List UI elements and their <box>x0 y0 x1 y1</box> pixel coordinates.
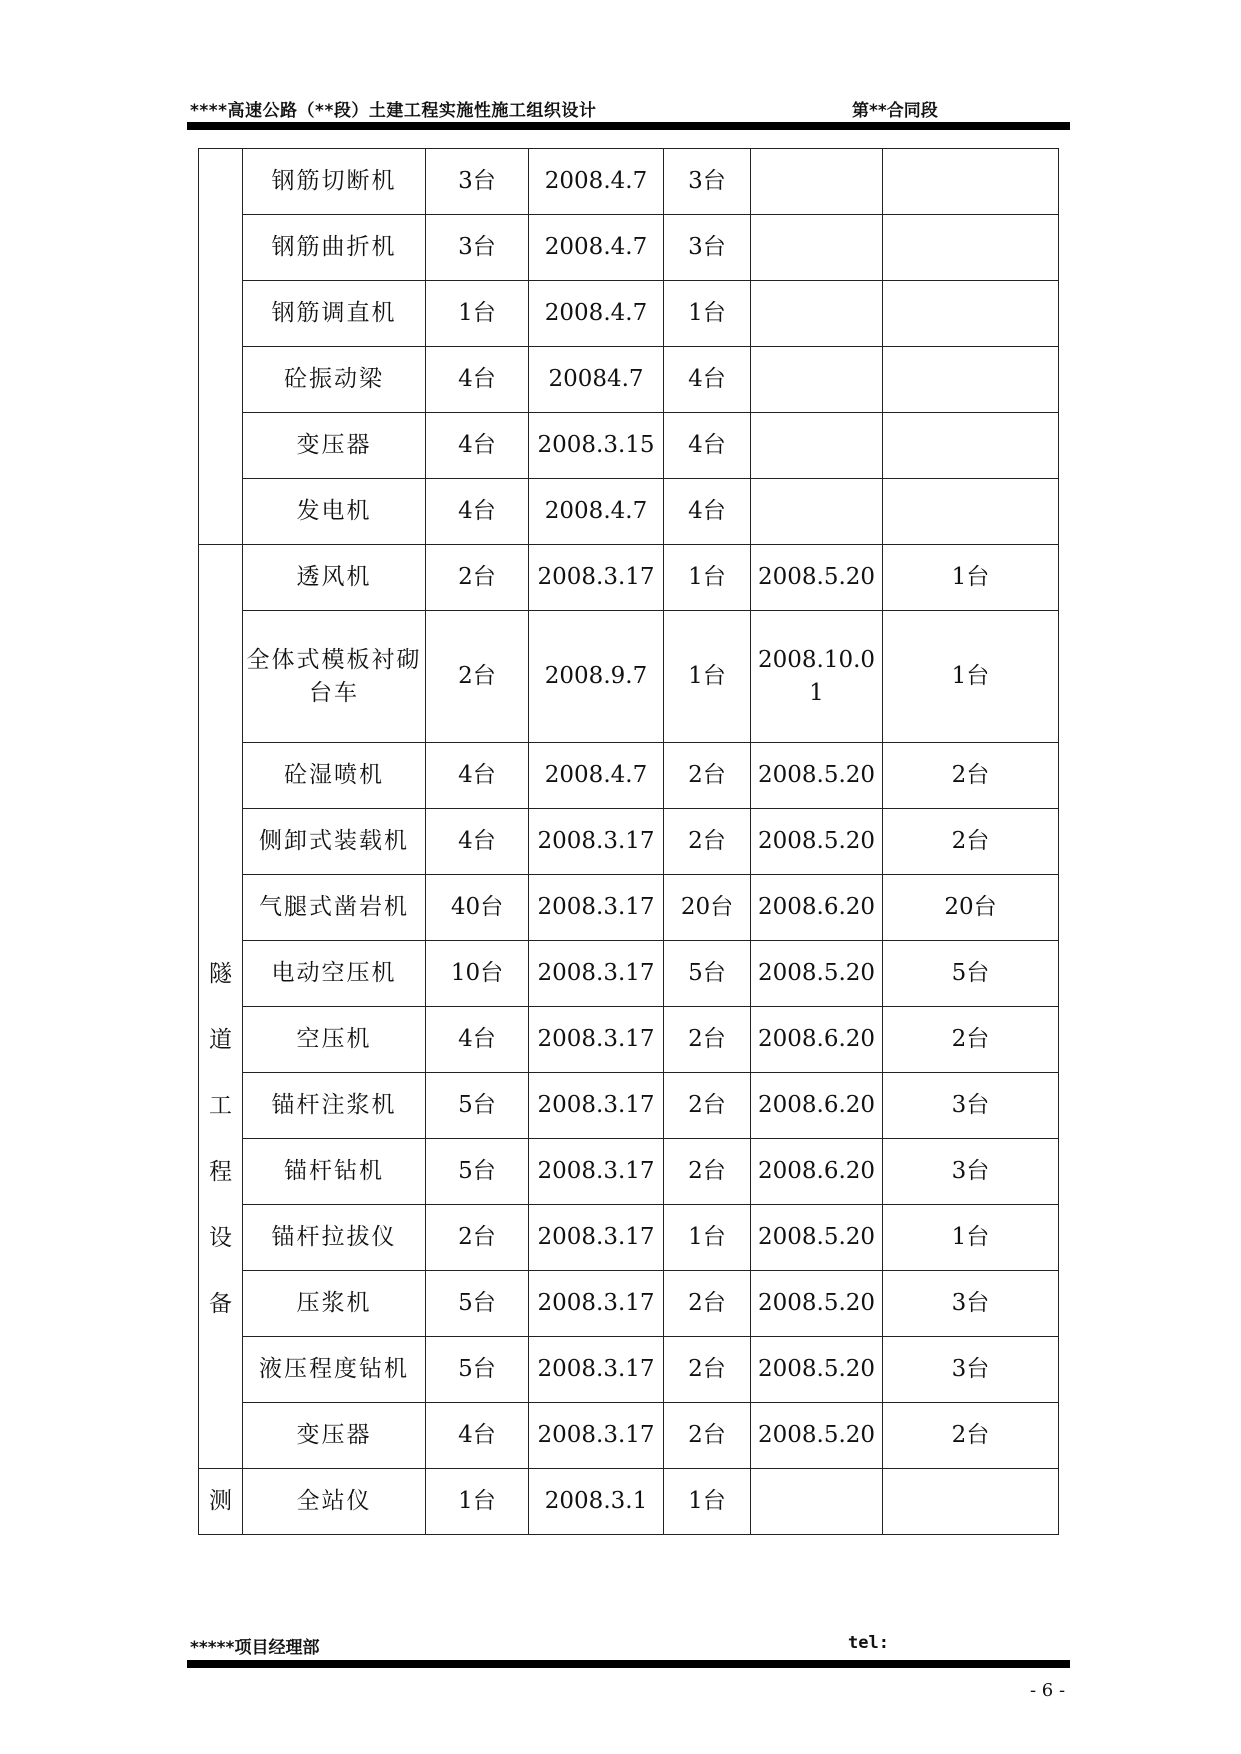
footer-department: *****项目经理部 <box>190 1638 320 1658</box>
second-entry-date: 2008.5.20 <box>751 941 883 1007</box>
table-row <box>199 413 1059 479</box>
table-row <box>199 1403 1059 1469</box>
contract-section-label: 第**合同段 <box>852 101 938 121</box>
quantity-total: 4台 <box>426 479 529 545</box>
equipment-name: 锚杆拉拔仪 <box>243 1205 426 1271</box>
second-entry-quantity: 2台 <box>883 743 1059 809</box>
group-label-text: 隧道工程设备 <box>209 960 232 1317</box>
second-entry-date <box>751 281 883 347</box>
entry-date: 20084.7 <box>529 347 664 413</box>
second-entry-date: 2008.5.20 <box>751 1403 883 1469</box>
entry-quantity: 1台 <box>664 1469 751 1535</box>
second-entry-quantity <box>883 1469 1059 1535</box>
entry-quantity: 2台 <box>664 1139 751 1205</box>
entry-quantity: 3台 <box>664 215 751 281</box>
equipment-name: 锚杆注浆机 <box>243 1073 426 1139</box>
second-entry-date: 2008.5.20 <box>751 809 883 875</box>
entry-date: 2008.4.7 <box>529 479 664 545</box>
second-entry-date: 2008.6.20 <box>751 1007 883 1073</box>
table-row <box>199 1205 1059 1271</box>
quantity-total: 5台 <box>426 1073 529 1139</box>
second-entry-date: 2008.6.20 <box>751 875 883 941</box>
table-row <box>199 611 1059 743</box>
entry-date: 2008.3.15 <box>529 413 664 479</box>
table-row <box>199 1007 1059 1073</box>
equipment-name: 变压器 <box>243 1403 426 1469</box>
second-entry-date <box>751 1469 883 1535</box>
quantity-total: 4台 <box>426 743 529 809</box>
entry-quantity: 2台 <box>664 1073 751 1139</box>
equipment-name: 电动空压机 <box>243 941 426 1007</box>
equipment-table <box>198 148 1059 1535</box>
entry-quantity: 4台 <box>664 479 751 545</box>
second-entry-quantity <box>883 149 1059 215</box>
quantity-total: 1台 <box>426 281 529 347</box>
equipment-name: 透风机 <box>243 545 426 611</box>
table-row <box>199 743 1059 809</box>
group-label-survey: 测 <box>199 1469 243 1535</box>
entry-date: 2008.4.7 <box>529 149 664 215</box>
entry-date: 2008.3.17 <box>529 1139 664 1205</box>
equipment-name: 气腿式凿岩机 <box>243 875 426 941</box>
entry-date: 2008.3.17 <box>529 941 664 1007</box>
second-entry-quantity: 1台 <box>883 611 1059 743</box>
quantity-total: 4台 <box>426 809 529 875</box>
table-row <box>199 479 1059 545</box>
quantity-total: 2台 <box>426 545 529 611</box>
entry-date: 2008.3.17 <box>529 809 664 875</box>
second-entry-date: 2008.6.20 <box>751 1073 883 1139</box>
group-label-tunnel <box>199 545 243 1469</box>
equipment-name: 发电机 <box>243 479 426 545</box>
equipment-name: 空压机 <box>243 1007 426 1073</box>
quantity-total: 3台 <box>426 149 529 215</box>
quantity-total: 4台 <box>426 1007 529 1073</box>
equipment-name: 砼湿喷机 <box>243 743 426 809</box>
table-row <box>199 1271 1059 1337</box>
entry-date: 2008.3.17 <box>529 545 664 611</box>
entry-date: 2008.3.17 <box>529 875 664 941</box>
entry-date: 2008.3.17 <box>529 1403 664 1469</box>
quantity-total: 2台 <box>426 611 529 743</box>
equipment-name: 液压程度钻机 <box>243 1337 426 1403</box>
table-row <box>199 941 1059 1007</box>
equipment-name: 压浆机 <box>243 1271 426 1337</box>
quantity-total: 5台 <box>426 1139 529 1205</box>
equipment-name: 钢筋切断机 <box>243 149 426 215</box>
quantity-total: 4台 <box>426 347 529 413</box>
second-entry-date: 2008.6.20 <box>751 1139 883 1205</box>
second-entry-quantity: 2台 <box>883 1403 1059 1469</box>
quantity-total: 5台 <box>426 1337 529 1403</box>
second-entry-quantity <box>883 413 1059 479</box>
second-entry-quantity: 2台 <box>883 809 1059 875</box>
equipment-name: 侧卸式装载机 <box>243 809 426 875</box>
equipment-name: 钢筋曲折机 <box>243 215 426 281</box>
quantity-total: 1台 <box>426 1469 529 1535</box>
document-header-title: ****高速公路（**段）土建工程实施性施工组织设计 <box>190 101 597 121</box>
entry-date: 2008.3.17 <box>529 1007 664 1073</box>
second-entry-date: 2008.5.20 <box>751 1205 883 1271</box>
entry-quantity: 2台 <box>664 809 751 875</box>
equipment-name: 锚杆钻机 <box>243 1139 426 1205</box>
entry-date: 2008.3.17 <box>529 1073 664 1139</box>
table-row <box>199 215 1059 281</box>
second-entry-quantity <box>883 347 1059 413</box>
footer-telephone: tel: <box>848 1633 889 1653</box>
entry-date: 2008.3.17 <box>529 1337 664 1403</box>
entry-date: 2008.4.7 <box>529 743 664 809</box>
second-entry-quantity: 2台 <box>883 1007 1059 1073</box>
second-entry-date: 2008.5.20 <box>751 545 883 611</box>
entry-quantity: 2台 <box>664 1007 751 1073</box>
second-entry-quantity: 20台 <box>883 875 1059 941</box>
footer-rule <box>187 1660 1070 1668</box>
quantity-total: 40台 <box>426 875 529 941</box>
table-row <box>199 347 1059 413</box>
second-entry-quantity <box>883 479 1059 545</box>
second-entry-quantity: 3台 <box>883 1337 1059 1403</box>
equipment-name: 全体式模板衬砌台车 <box>243 611 426 743</box>
second-entry-quantity: 1台 <box>883 545 1059 611</box>
equipment-name: 变压器 <box>243 413 426 479</box>
table-row <box>199 1469 1059 1535</box>
entry-date: 2008.3.1 <box>529 1469 664 1535</box>
quantity-total: 2台 <box>426 1205 529 1271</box>
entry-quantity: 4台 <box>664 347 751 413</box>
entry-quantity: 1台 <box>664 281 751 347</box>
table-row <box>199 545 1059 611</box>
entry-date: 2008.3.17 <box>529 1205 664 1271</box>
entry-date: 2008.4.7 <box>529 281 664 347</box>
table-row <box>199 1337 1059 1403</box>
entry-quantity: 4台 <box>664 413 751 479</box>
quantity-total: 10台 <box>426 941 529 1007</box>
entry-quantity: 2台 <box>664 1271 751 1337</box>
page-number: - 6 - <box>1030 1680 1066 1701</box>
entry-date: 2008.3.17 <box>529 1271 664 1337</box>
second-entry-date: 2008.5.20 <box>751 743 883 809</box>
second-entry-date <box>751 215 883 281</box>
table-row <box>199 149 1059 215</box>
entry-quantity: 2台 <box>664 743 751 809</box>
second-entry-date <box>751 479 883 545</box>
quantity-total: 4台 <box>426 413 529 479</box>
table-row <box>199 1073 1059 1139</box>
entry-quantity: 3台 <box>664 149 751 215</box>
quantity-total: 4台 <box>426 1403 529 1469</box>
second-entry-quantity: 3台 <box>883 1073 1059 1139</box>
second-entry-quantity <box>883 281 1059 347</box>
second-entry-date: 2008.5.20 <box>751 1337 883 1403</box>
entry-quantity: 1台 <box>664 545 751 611</box>
quantity-total: 3台 <box>426 215 529 281</box>
header-rule <box>187 122 1070 130</box>
second-entry-date <box>751 149 883 215</box>
entry-quantity: 1台 <box>664 611 751 743</box>
second-entry-quantity: 5台 <box>883 941 1059 1007</box>
second-entry-date <box>751 413 883 479</box>
entry-quantity: 5台 <box>664 941 751 1007</box>
entry-quantity: 2台 <box>664 1337 751 1403</box>
entry-quantity: 1台 <box>664 1205 751 1271</box>
second-entry-quantity: 3台 <box>883 1271 1059 1337</box>
table-row <box>199 875 1059 941</box>
group-cell-continued <box>199 149 243 545</box>
second-entry-date: 2008.5.20 <box>751 1271 883 1337</box>
entry-date: 2008.4.7 <box>529 215 664 281</box>
second-entry-quantity: 3台 <box>883 1139 1059 1205</box>
table-row <box>199 281 1059 347</box>
second-entry-date: 2008.10.01 <box>751 611 883 743</box>
second-entry-date <box>751 347 883 413</box>
second-entry-quantity <box>883 215 1059 281</box>
entry-date: 2008.9.7 <box>529 611 664 743</box>
equipment-name: 全站仪 <box>243 1469 426 1535</box>
equipment-name: 砼振动梁 <box>243 347 426 413</box>
second-entry-quantity: 1台 <box>883 1205 1059 1271</box>
entry-quantity: 20台 <box>664 875 751 941</box>
entry-quantity: 2台 <box>664 1403 751 1469</box>
table-row <box>199 809 1059 875</box>
quantity-total: 5台 <box>426 1271 529 1337</box>
equipment-name: 钢筋调直机 <box>243 281 426 347</box>
table-row <box>199 1139 1059 1205</box>
